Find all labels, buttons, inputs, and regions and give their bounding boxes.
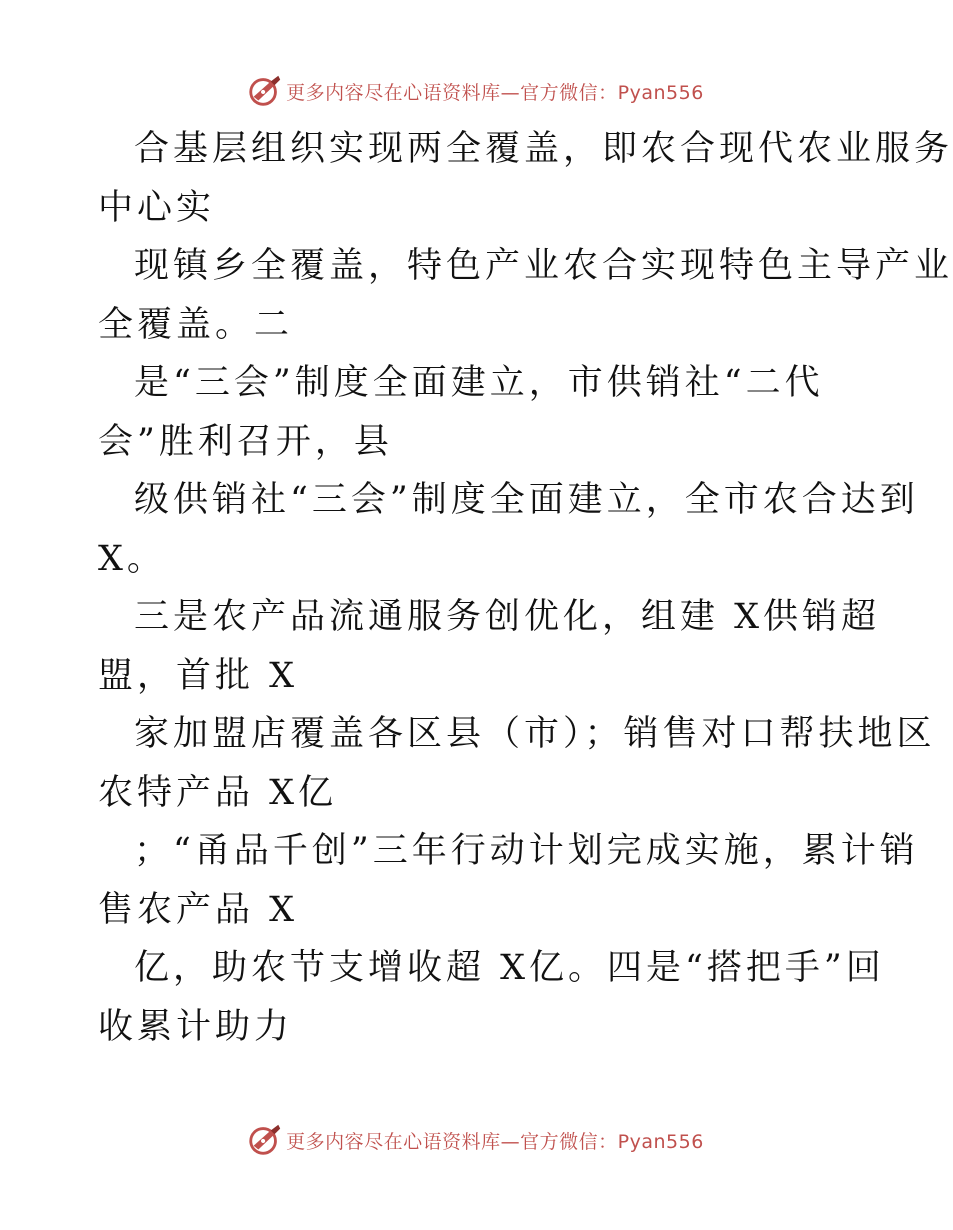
document-body (98, 120, 953, 1056)
text-line: 中心实 (98, 187, 216, 228)
text-line: 会”胜利召开，县 (98, 421, 393, 462)
text-line: 三是农产品流通服务创优化，组建 X供销超 (134, 597, 881, 637)
text-line: 家加盟店覆盖各区县（市）；销售对口帮扶地区 (134, 714, 936, 754)
pen-nib-circle-logo-icon (246, 72, 284, 110)
watermark-text: 更多内容尽在心语资料库—官方微信：Pyan556 (286, 81, 704, 104)
text-line: 合基层组织实现两全覆盖，即农合现代农业服务 (134, 129, 953, 169)
watermark-text: 更多内容尽在心语资料库—官方微信：Pyan556 (286, 1130, 704, 1153)
text-line: 亿，助农节支增收超 X亿。四是“搭把手”回 (134, 948, 885, 988)
pen-nib-circle-logo-icon (246, 1121, 284, 1159)
text-line: 农特产品 X亿 (98, 772, 338, 813)
text-line: 盟，首批 X (98, 655, 299, 696)
text-line: 全覆盖。二 (98, 304, 294, 345)
text-line: 收累计助力 (98, 1006, 294, 1047)
text-line: 是“三会”制度全面建立，市供销社“二代 (134, 363, 824, 403)
header-watermark (0, 71, 950, 111)
footer-watermark (0, 1120, 950, 1160)
text-line: 现镇乡全覆盖，特色产业农合实现特色主导产业 (134, 246, 953, 286)
text-line: 售农产品 X (98, 889, 299, 930)
text-line: ；“甬品千创”三年行动计划完成实施，累计销 (134, 831, 919, 871)
text-line: 级供销社“三会”制度全面建立，全市农合达到 (134, 480, 919, 520)
text-line: X。 (98, 538, 166, 579)
